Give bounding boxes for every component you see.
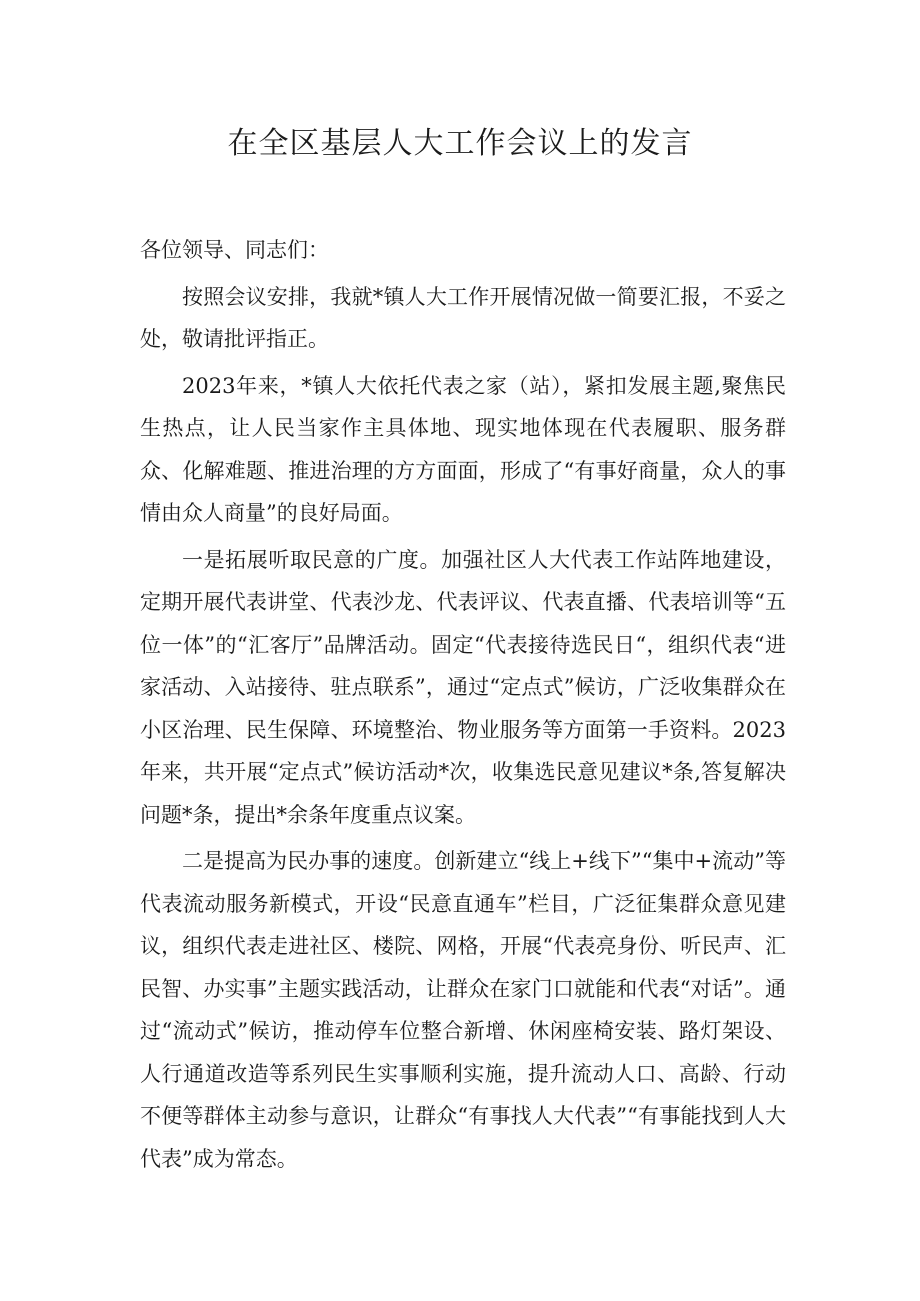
paragraph-overview: 2023年来，*镇人大依托代表之家（站），紧扣发展主题,聚焦民生热点，让人民当家作主具体地、现实地体现在代表履职、服务群众、化解难题、推进治理的方方面面，形成了“有事好商量，众人的事情由众人商量”的良好局面。 <box>140 373 786 525</box>
document-title: 在全区基层人大工作会议上的发言 <box>227 126 693 161</box>
paragraph-intro: 按照会议安排，我就*镇人大工作开展情况做一简要汇报，不妥之处，敬请批评指正。 <box>140 284 786 351</box>
salutation: 各位领导、同志们： <box>140 238 329 262</box>
paragraph-point-one: 一是拓展听取民意的广度。加强社区人大代表工作站阵地建设，定期开展代表讲堂、代表沙龙、代表评议、代表直播、代表培训等“五位一体”的“汇客厅”品牌活动。固定“代表接待选民日“，组织代表“进家活动、入站接待、驻点联系”，通过“定点式”候访，广泛收集群众在小区治理、民生保障、环境整治、物业服务等方面第一手资料。2023年来，共开展“定点式”候访活动*次，收集选民意见建议*条,答复解决问题*条，提出*余条年度重点议案。 <box>140 547 786 827</box>
document-body <box>140 229 786 1180</box>
paragraph-point-two: 二是提高为民办事的速度。创新建立“线上+线下”“集中+流动”等代表流动服务新模式，开设“民意直通车”栏目，广泛征集群众意见建议，组织代表走进社区、楼院、网格，开展“代表亮身份、听民声、汇民智、办实事”主题实践活动，让群众在家门口就能和代表“对话”。通过“流动式”候访，推动停车位整合新增、休闲座椅安装、路灯架设、人行通道改造等系列民生实事顺利实施，提升流动人口、高龄、行动不便等群体主动参与意识，让群众“有事找人大代表”“有事能找到人大代表”成为常态。 <box>140 849 786 1171</box>
